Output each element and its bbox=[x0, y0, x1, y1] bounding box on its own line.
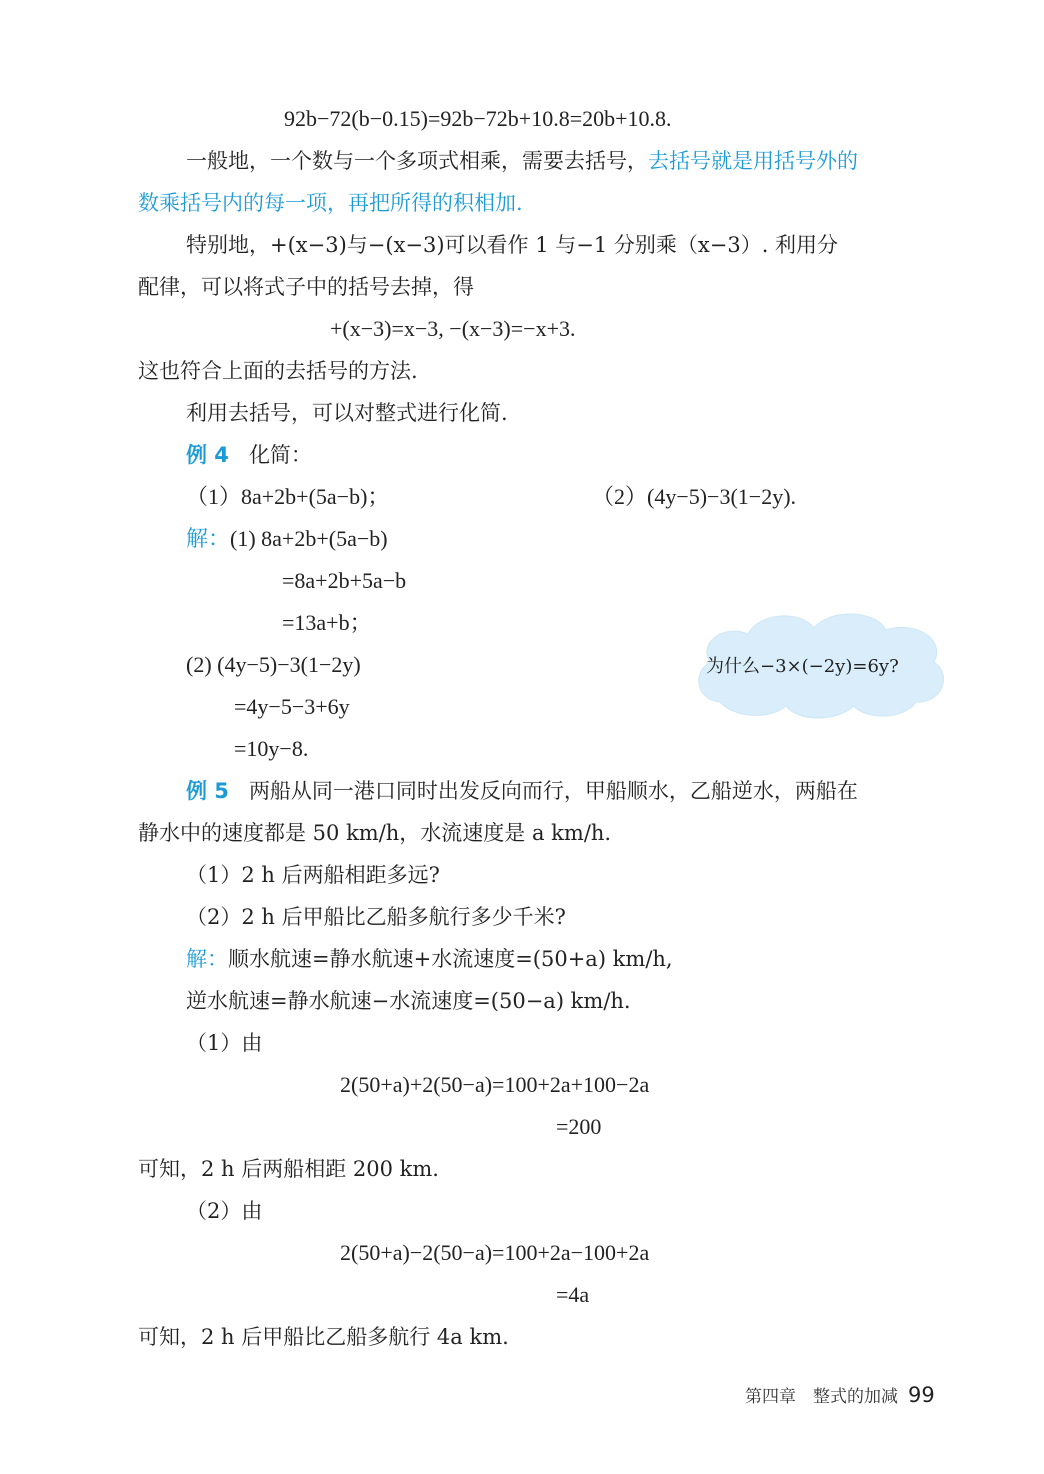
example-5-heading bbox=[186, 776, 858, 806]
equation-top: 92b−72(b−0.15)=92b−72b+10.8=20b+10.8. bbox=[284, 106, 672, 131]
solution-4-line-2: =8a+2b+5a−b bbox=[282, 568, 407, 593]
example-4-label: 例 4 bbox=[186, 443, 229, 467]
example-4-question-1: （1）8a+2b+(5a−b)； bbox=[186, 484, 390, 509]
solution-4-line-5: =4y−5−3+6y bbox=[234, 694, 350, 719]
cloud-question: 为什么−3×(−2y)=6y? bbox=[706, 656, 899, 677]
example-5-question-2: （2）2 h 后甲船比乙船多航行多少千米? bbox=[186, 905, 566, 929]
solution-4-line-4: (2) (4y−5)−3(1−2y) bbox=[186, 652, 361, 677]
solution-label: 解： bbox=[186, 527, 231, 552]
solution-5-equation-1-result: =200 bbox=[556, 1114, 602, 1139]
paragraph-simplify: 利用去括号，可以对整式进行化简. bbox=[186, 401, 508, 425]
solution-4-line-1 bbox=[186, 524, 388, 555]
paragraph-rule bbox=[186, 146, 858, 176]
paragraph-conclusion: 这也符合上面的去括号的方法. bbox=[138, 359, 418, 383]
solution-5-part-1: （1）由 bbox=[186, 1031, 263, 1055]
equation-distributive: +(x−3)=x−3, −(x−3)=−x+3. bbox=[330, 316, 576, 341]
rule-highlight-2: 数乘括号内的每一项，再把所得的积相加. bbox=[138, 191, 523, 215]
solution-5-downstream: 顺水航速=静水航速+水流速度=(50+a) km/h, bbox=[228, 947, 673, 971]
solution-5-label: 解： bbox=[186, 947, 228, 971]
solution-5-line-1 bbox=[186, 944, 673, 974]
solution-4-line-3: =13a+b； bbox=[282, 610, 372, 635]
solution-5-equation-1: 2(50+a)+2(50−a)=100+2a+100−2a bbox=[340, 1072, 650, 1097]
solution-5-equation-2: 2(50+a)−2(50−a)=100+2a−100+2a bbox=[340, 1240, 650, 1265]
paragraph-special-case: 特别地，+(x−3)与−(x−3)可以看作 1 与−1 分别乘（x−3）. 利用分 bbox=[186, 233, 839, 257]
solution-4-line-6: =10y−8. bbox=[234, 736, 309, 761]
example-5-text: 两船从同一港口同时出发反向而行，甲船顺水，乙船逆水，两船在 bbox=[248, 779, 858, 803]
solution-5-part-2: （2）由 bbox=[186, 1199, 263, 1223]
example-5-question-1: （1）2 h 后两船相距多远? bbox=[186, 863, 440, 887]
solution-5-conclusion-2: 可知，2 h 后甲船比乙船多航行 4a km. bbox=[138, 1325, 509, 1349]
example-4-heading bbox=[186, 440, 312, 470]
example-4-text: 化简： bbox=[248, 443, 312, 467]
paragraph-rule-text: 一般地，一个数与一个多项式相乘，需要去括号， bbox=[186, 149, 648, 173]
solution-5-upstream: 逆水航速=静水航速−水流速度=(50−a) km/h. bbox=[186, 989, 631, 1013]
chapter-title: 第四章 整式的加减 bbox=[745, 1387, 898, 1407]
solution-5-conclusion-1: 可知，2 h 后两船相距 200 km. bbox=[138, 1157, 439, 1181]
page-footer bbox=[745, 1382, 935, 1407]
page-number: 99 bbox=[908, 1383, 935, 1407]
example-4-question-2: （2）(4y−5)−3(1−2y). bbox=[592, 484, 797, 509]
rule-highlight-1: 去括号就是用括号外的 bbox=[648, 149, 858, 173]
solution-5-equation-2-result: =4a bbox=[556, 1282, 590, 1307]
solution-4-part-1: (1) 8a+2b+(5a−b) bbox=[230, 526, 388, 551]
paragraph-special-case-cont: 配律，可以将式子中的括号去掉，得 bbox=[138, 275, 474, 299]
example-5-label: 例 5 bbox=[186, 779, 229, 803]
example-5-text-cont: 静水中的速度都是 50 km/h，水流速度是 a km/h. bbox=[138, 821, 612, 845]
